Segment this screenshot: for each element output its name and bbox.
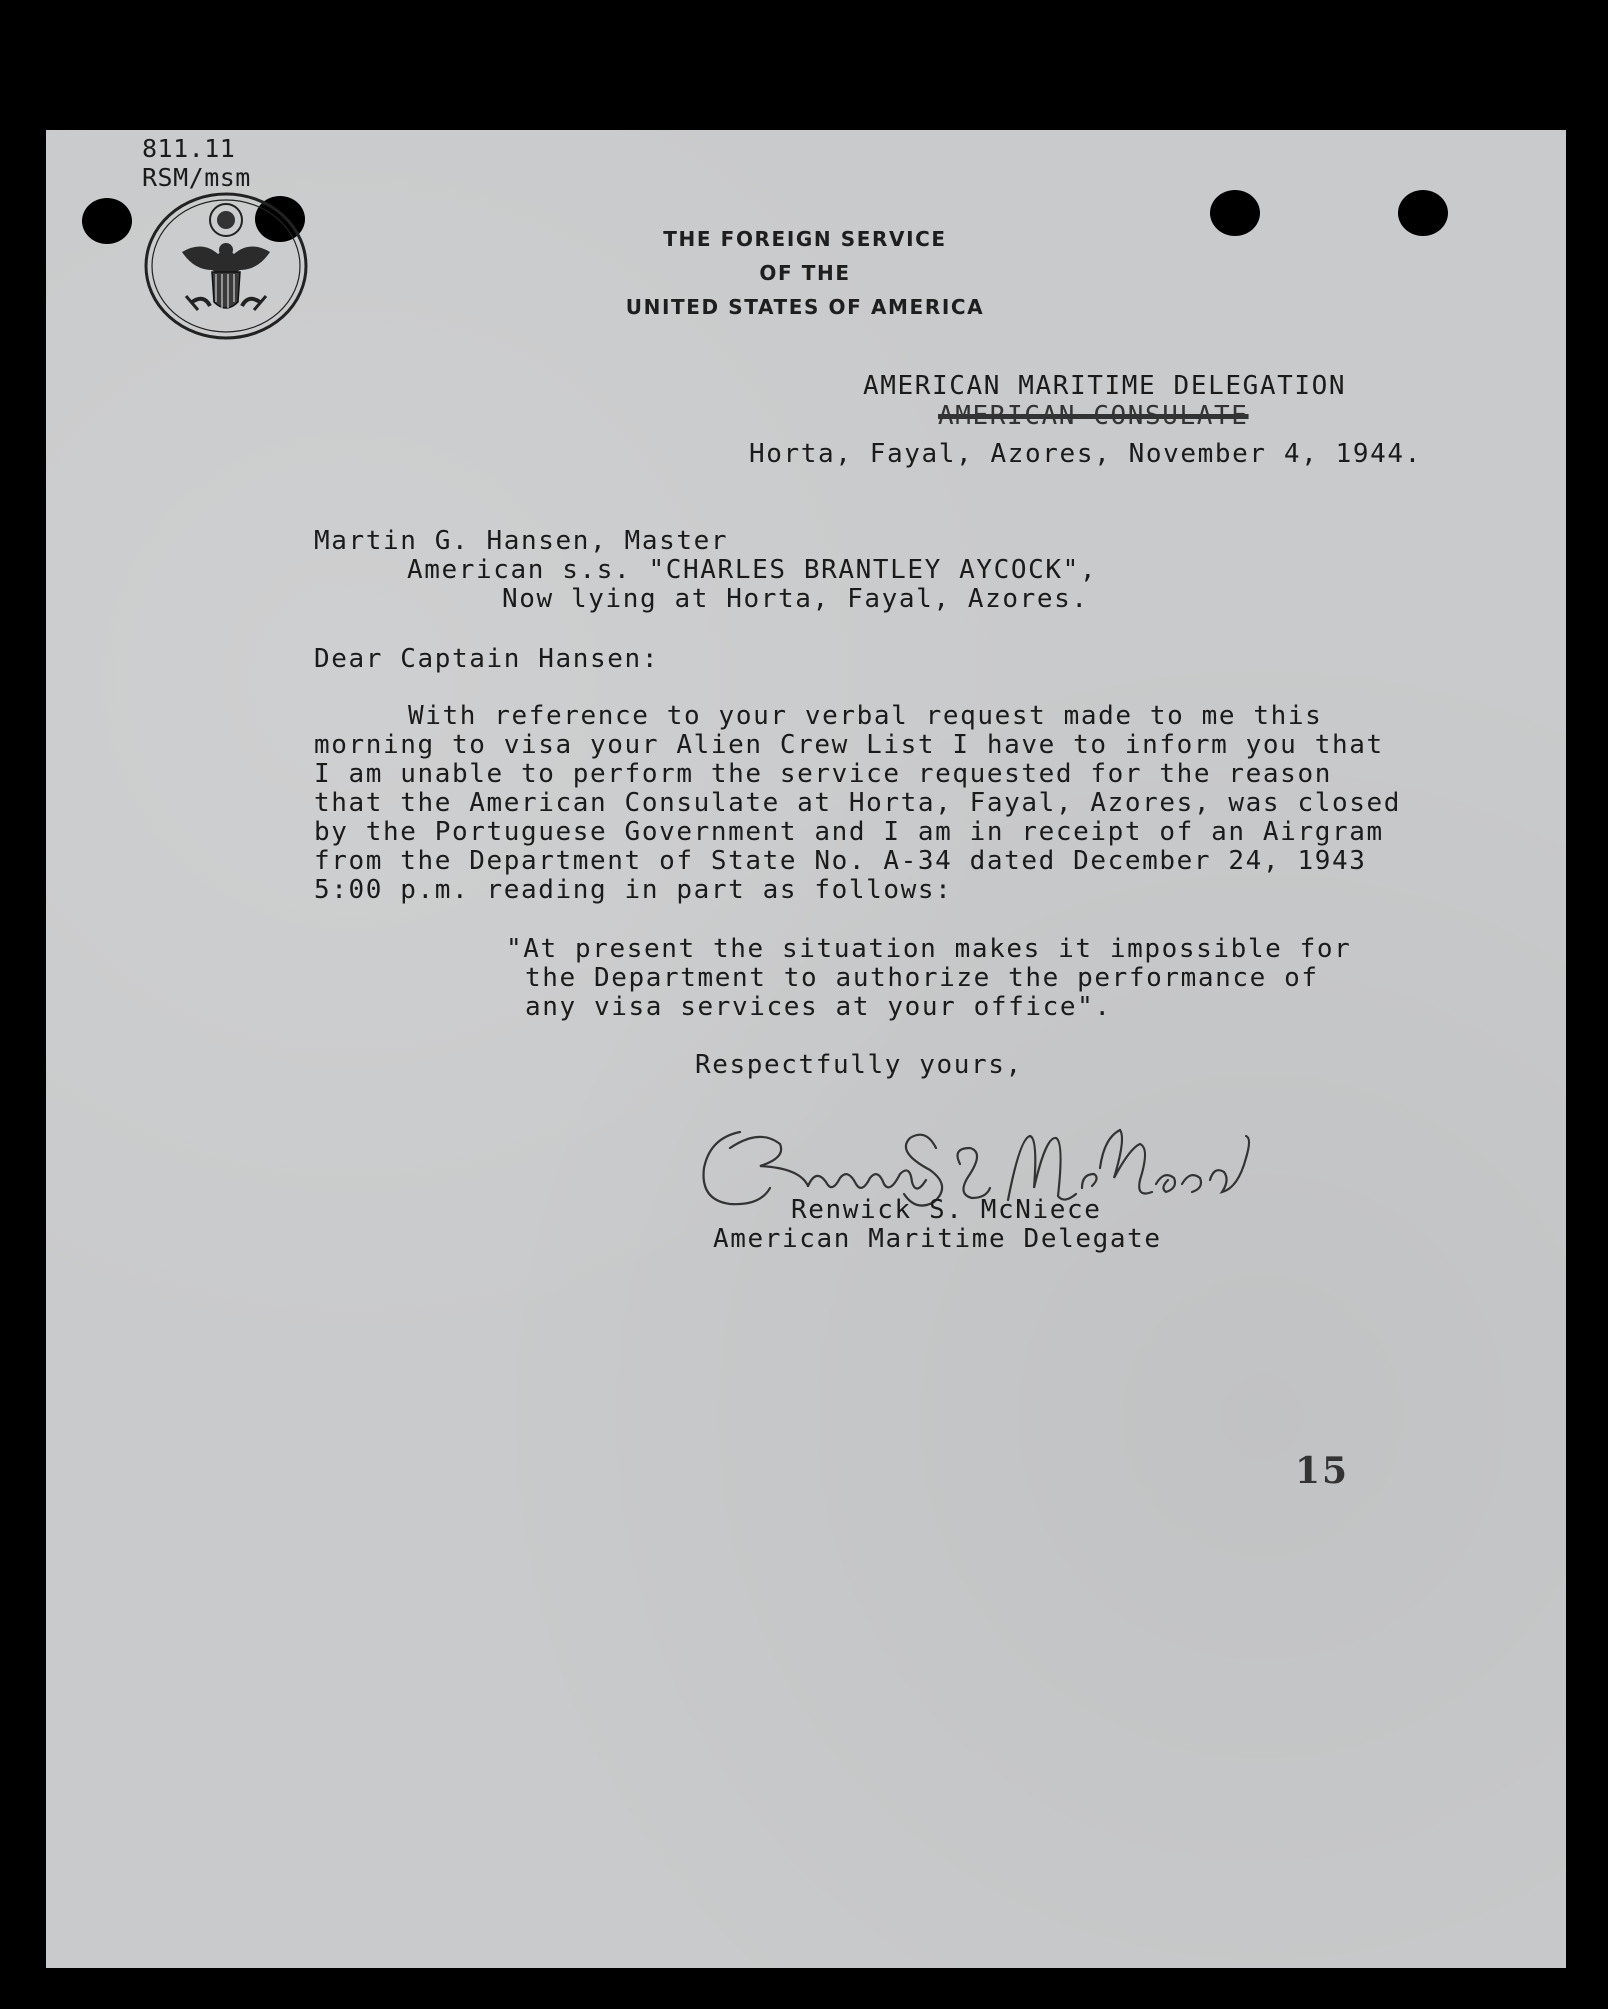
quote-line-2: the Department to authorize the performance of (525, 963, 1319, 993)
typist-initials: RSM/msm (142, 163, 251, 192)
signatory-name: Renwick S. McNiece (791, 1195, 1102, 1225)
quote-line-1: "At present the situation makes it impossible for (506, 934, 1352, 964)
body-line-2: morning to visa your Alien Crew List I have to inform you that (314, 730, 1384, 760)
recipient-line-2: American s.s. "CHARLES BRANTLEY AYCOCK", (407, 555, 1098, 585)
body-line-6: from the Department of State No. A-34 dated December 24, 1943 (314, 846, 1367, 876)
salutation: Dear Captain Hansen: (314, 644, 660, 674)
office-name: AMERICAN MARITIME DELEGATION (863, 371, 1347, 401)
letterhead-line-3: UNITED STATES OF AMERICA (625, 295, 985, 319)
signatory-title: American Maritime Delegate (713, 1224, 1162, 1254)
body-line-1: With reference to your verbal request made to me this (408, 701, 1323, 731)
recipient-line-3: Now lying at Horta, Fayal, Azores. (502, 584, 1089, 614)
letterhead-line-1: THE FOREIGN SERVICE (663, 227, 947, 251)
quote-line-3: any visa services at your office". (525, 992, 1112, 1022)
recipient-line-1: Martin G. Hansen, Master (314, 526, 729, 556)
page-number: 15 (1295, 1450, 1350, 1492)
struck-office-name: AMERICAN CONSULATE (938, 401, 1249, 431)
body-line-4: that the American Consulate at Horta, Fayal, Azores, was closed (314, 788, 1401, 818)
place-and-date: Horta, Fayal, Azores, November 4, 1944. (749, 439, 1422, 469)
letterhead-line-2: OF THE (759, 261, 851, 285)
closing: Respectfully yours, (695, 1050, 1023, 1080)
file-number: 811.11 (142, 134, 236, 163)
punch-hole-right-1 (1210, 190, 1260, 236)
letter-page (46, 130, 1566, 1968)
body-line-7: 5:00 p.m. reading in part as follows: (314, 875, 953, 905)
punch-hole-right-2 (1398, 190, 1448, 236)
punch-hole-left (82, 198, 132, 244)
great-seal-icon (142, 190, 310, 342)
body-line-5: by the Portuguese Government and I am in receipt of an Airgram (314, 817, 1384, 847)
body-line-3: I am unable to perform the service requested for the reason (314, 759, 1332, 789)
